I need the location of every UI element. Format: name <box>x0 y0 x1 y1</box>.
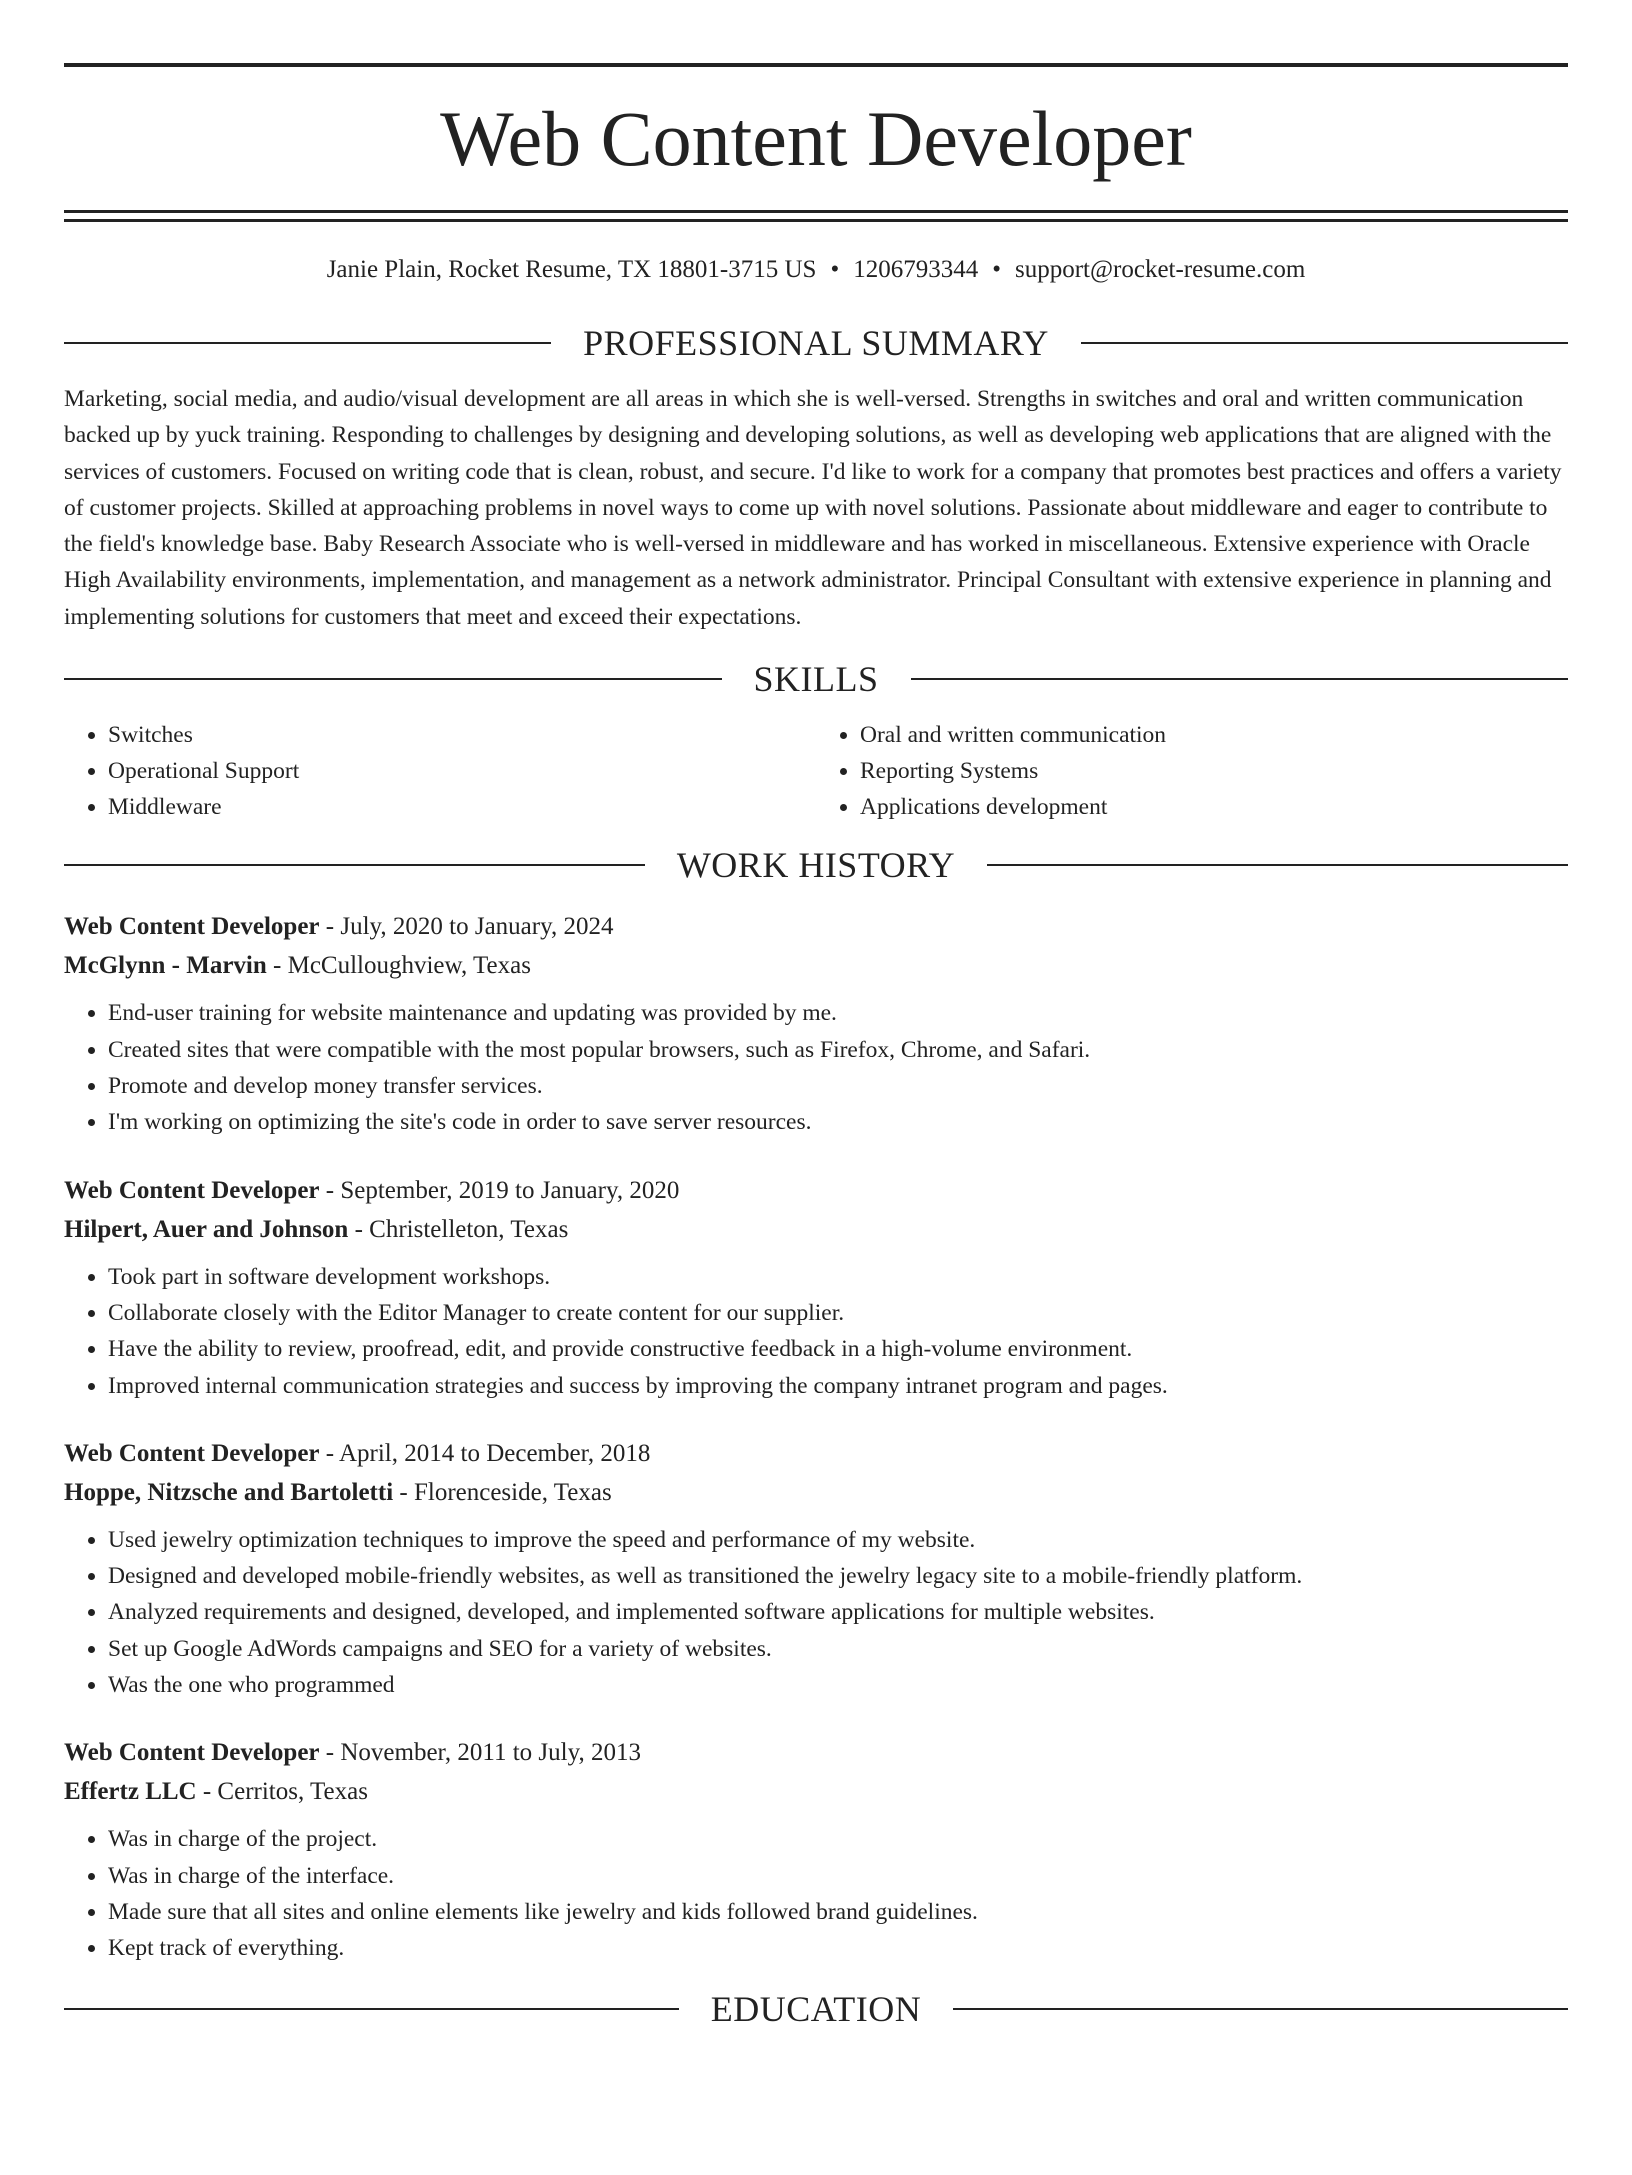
job-company: Hilpert, Auer and Johnson <box>64 1215 349 1243</box>
job-bullet: • End-user training for website maintenance and updating was provided by me. <box>108 995 1568 1031</box>
skills-section-header <box>64 659 1568 699</box>
job-dash: - <box>319 1439 339 1467</box>
contact-address: Janie Plain, Rocket Resume, TX 18801-3715 US <box>326 256 817 283</box>
skills-column-left <box>64 717 816 826</box>
job-company: Effertz LLC <box>64 1778 197 1806</box>
work-heading: WORK HISTORY <box>676 845 956 886</box>
section-rule-right <box>1081 342 1568 344</box>
summary-text: Marketing, social media, and audio/visual development are all areas in which she is well-versed. Strengths in switches and oral and written communication backed up by yuck training. Responding to challenges by designing and developing solutions, as well as developing web applications that are aligned with the services of customers. Focused on writing code that is clean, robust, and secure. I'd like to work for a company that promotes best practices and offers a variety of customer projects. Skilled at approaching problems in novel ways to come up with novel solutions. Passionate about middleware and eager to contribute to the field's knowledge base. Baby Research Associate who is well-versed in middleware and has worked in miscellaneous. Extensive experience with Oracle High Availability environments, implementation, and management as a network administrator. Principal Consultant with extensive experience in planning and implementing solutions for customers that meet and exceed their expectations. <box>64 386 1562 630</box>
skills-heading: SKILLS <box>753 658 879 699</box>
job-dash: - <box>393 1478 414 1506</box>
job-dates: November, 2011 to July, 2013 <box>340 1739 641 1767</box>
skills-column-right <box>816 717 1568 826</box>
job-dash: - <box>319 913 341 941</box>
job-bullet: • Promote and develop money transfer services. <box>108 1068 1568 1104</box>
section-rule-right <box>911 678 1569 680</box>
job-title-line <box>64 1434 1568 1473</box>
education-heading: EDUCATION <box>710 1988 922 2029</box>
job-bullet: • Made sure that all sites and online elements like jewelry and kids followed brand guidelines. <box>108 1894 1568 1930</box>
job-title-line <box>64 1171 1568 1210</box>
job-bullets <box>64 1821 1568 1966</box>
job-bullet: • Used jewelry optimization techniques to improve the speed and performance of my website. <box>108 1522 1568 1558</box>
job-bullet: • I'm working on optimizing the site's code in order to save server resources. <box>108 1104 1568 1140</box>
summary-heading: PROFESSIONAL SUMMARY <box>583 323 1049 363</box>
resume-title: Web Content Developer <box>440 95 1192 182</box>
job-bullets <box>64 1522 1568 1703</box>
contact-separator: • <box>992 256 1001 283</box>
job-title: Web Content Developer <box>64 1439 320 1467</box>
job-entry <box>64 1171 1568 1404</box>
job-company-line <box>64 946 1568 985</box>
skill-item: • Switches <box>108 717 816 753</box>
job-company-line <box>64 1210 1568 1249</box>
skill-item: • Applications development <box>860 789 1568 825</box>
job-title: Web Content Developer <box>64 913 320 941</box>
job-bullet: • Was in charge of the interface. <box>108 1858 1568 1894</box>
section-rule-left <box>64 864 645 866</box>
job-title: Web Content Developer <box>64 1176 320 1204</box>
job-dates: September, 2019 to January, 2020 <box>340 1176 680 1204</box>
job-company-line <box>64 1772 1568 1811</box>
job-entry <box>64 1733 1568 1966</box>
job-bullets <box>64 1259 1568 1404</box>
skill-item: • Operational Support <box>108 753 816 789</box>
job-company: Hoppe, Nitzsche and Bartoletti <box>64 1478 394 1506</box>
job-bullet: • Analyzed requirements and designed, developed, and implemented software applications for multiple websites. <box>108 1594 1568 1630</box>
summary-section-header <box>64 323 1568 363</box>
job-company: McGlynn - Marvin <box>64 952 267 980</box>
education-section-header <box>64 1989 1568 2029</box>
job-title: Web Content Developer <box>64 1739 320 1767</box>
job-bullet: • Set up Google AdWords campaigns and SEO for a variety of websites. <box>108 1631 1568 1667</box>
job-location: McCulloughview, Texas <box>287 952 531 980</box>
contact-email: support@rocket-resume.com <box>1015 256 1306 283</box>
job-location: Florenceside, Texas <box>413 1478 612 1506</box>
job-bullet: • Designed and developed mobile-friendly websites, as well as transitioned the jewelry legacy site to a mobile-friendly platform. <box>108 1558 1568 1594</box>
contact-phone: 1206793344 <box>853 256 979 283</box>
skill-item: • Reporting Systems <box>860 753 1568 789</box>
job-bullet: • Kept track of everything. <box>108 1930 1568 1966</box>
job-bullet: • Improved internal communication strategies and success by improving the company intranet program and pages. <box>108 1368 1568 1404</box>
job-entry <box>64 907 1568 1140</box>
job-dash: - <box>348 1215 370 1243</box>
job-bullet: • Was in charge of the project. <box>108 1821 1568 1857</box>
section-rule-right <box>987 864 1568 866</box>
job-bullets <box>64 995 1568 1140</box>
job-bullet: • Was the one who programmed <box>108 1667 1568 1703</box>
section-rule-left <box>64 678 722 680</box>
top-rule <box>64 63 1568 67</box>
job-bullet: • Have the ability to review, proofread, edit, and provide constructive feedback in a high-volume environment. <box>108 1331 1568 1367</box>
section-rule-right <box>953 2008 1568 2010</box>
skill-item: • Oral and written communication <box>860 717 1568 753</box>
job-dash: - <box>319 1739 341 1767</box>
work-history <box>64 907 1568 1966</box>
job-dash: - <box>319 1176 341 1204</box>
job-title-line <box>64 1733 1568 1772</box>
job-bullet: • Created sites that were compatible with the most popular browsers, such as Firefox, Chrome, and Safari. <box>108 1032 1568 1068</box>
job-entry <box>64 1434 1568 1703</box>
job-company-line <box>64 1473 1568 1512</box>
section-rule-left <box>64 2008 679 2010</box>
job-location: Cerritos, Texas <box>217 1778 368 1806</box>
job-bullet: • Collaborate closely with the Editor Manager to create content for our supplier. <box>108 1295 1568 1331</box>
job-dash: - <box>196 1778 218 1806</box>
skills-list <box>64 717 1568 826</box>
work-section-header <box>64 845 1568 885</box>
resume-page <box>0 63 1632 2175</box>
job-location: Christelleton, Texas <box>369 1215 569 1243</box>
title-double-rule <box>64 210 1568 222</box>
job-dates: July, 2020 to January, 2024 <box>340 913 614 941</box>
job-dash: - <box>266 952 288 980</box>
contact-separator: • <box>830 256 840 283</box>
section-rule-left <box>64 342 551 344</box>
job-title-line <box>64 907 1568 946</box>
skill-item: • Middleware <box>108 789 816 825</box>
job-dates: April, 2014 to December, 2018 <box>338 1439 651 1467</box>
job-bullet: • Took part in software development workshops. <box>108 1259 1568 1295</box>
contact-line <box>64 255 1568 285</box>
